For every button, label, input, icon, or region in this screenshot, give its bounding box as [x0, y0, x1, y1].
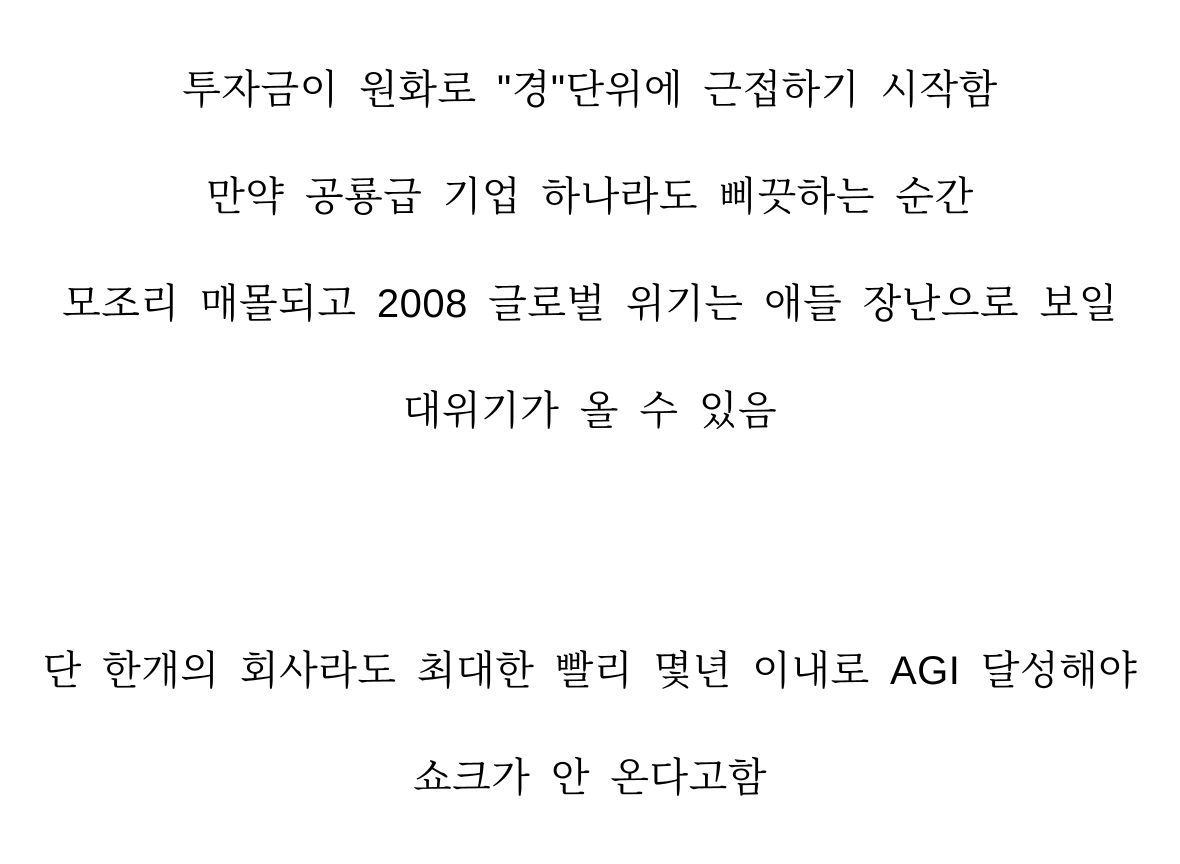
- paragraph-agi-conclusion: [0, 618, 1180, 832]
- text-line-4: 대위기가 올 수 있음: [402, 389, 778, 433]
- text-line-2: 만약 공룡급 기업 하나라도 삐끗하는 순간: [206, 175, 974, 219]
- text-line-5: 단 한개의 회사라도 최대한 빨리 몇년 이내로 AGI 달성해야: [42, 649, 1138, 693]
- paragraph-crisis-warning: [0, 37, 1180, 465]
- text-line-6: 쇼크가 안 온다고함: [413, 756, 767, 800]
- text-line-1: 투자금이 원화로 "경"단위에 근접하기 시작함: [182, 68, 998, 112]
- text-line-3: 모조리 매몰되고 2008 글로벌 위기는 애들 장난으로 보일: [62, 282, 1118, 326]
